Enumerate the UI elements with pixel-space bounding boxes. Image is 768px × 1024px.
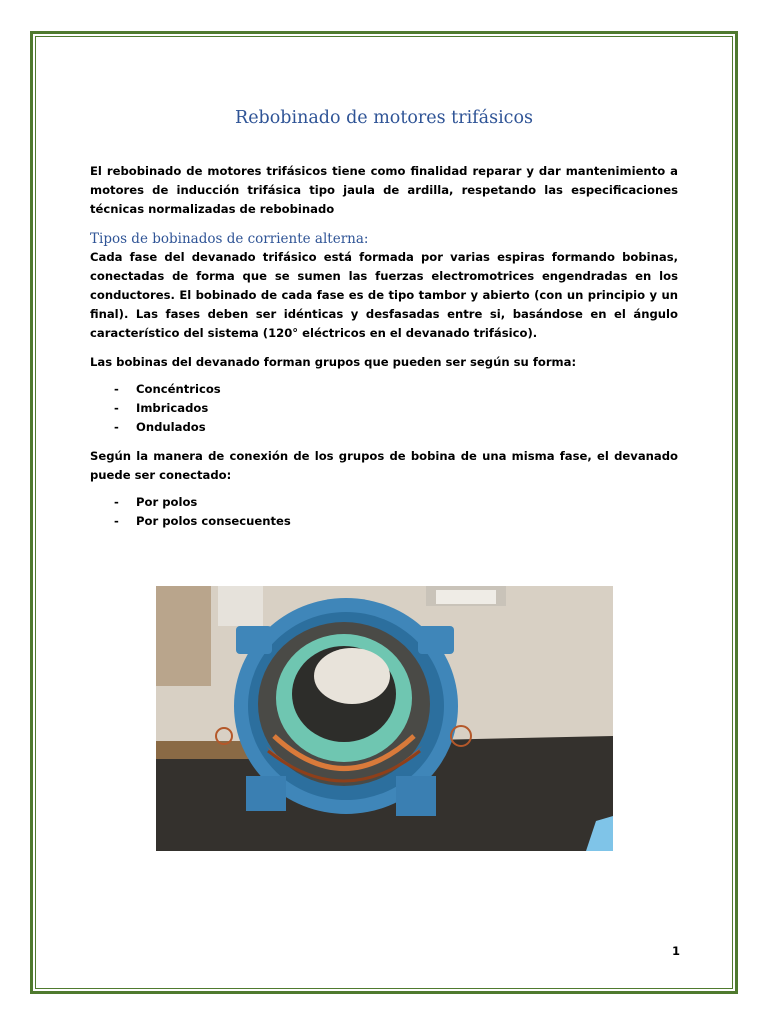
bullet: - [114,420,119,434]
list-item: - Concéntricos [90,380,678,399]
page-title: Rebobinado de motores trifásicos [235,108,533,128]
list-item: - Por polos [90,493,678,512]
page-number: 1 [671,944,680,958]
connection-list [90,493,678,531]
motor-stator-photo [156,586,613,851]
intro-paragraph: El rebobinado de motores trifásicos tiene como finalidad reparar y dar mantenimiento a motores de inducción trifásica tipo jaula de ardilla, respetando las especificaciones técnicas normalizadas de rebobinado [90,164,678,216]
bullet: - [114,495,119,509]
bullet: - [114,514,119,528]
section-heading: Tipos de bobinados de corriente alterna: [90,231,369,247]
section-paragraph: Cada fase del devanado trifásico está formada por varias espiras formando bobinas, conectadas de forma que se sumen las fuerzas electromotrices engendradas en los conductores. El bobinado de cada fase es de tipo tambor y abierto (con un principio y un final). Las fases deben ser idénticas y desfasadas entre si, basándose en el ángulo característico del sistema (120° eléctricos en el devanado trifásico). [90,250,678,340]
document-body [90,162,678,531]
bullet: - [114,382,119,396]
list-item: - Por polos consecuentes [90,512,678,531]
connection-intro: Según la manera de conexión de los grupos de bobina de una misma fase, el devanado puede ser conectado: [90,449,678,482]
bullet: - [114,401,119,415]
groups-list [90,380,678,437]
list-item: - Imbricados [90,399,678,418]
groups-intro: Las bobinas del devanado forman grupos que pueden ser según su forma: [90,355,577,369]
list-item: - Ondulados [90,418,678,437]
